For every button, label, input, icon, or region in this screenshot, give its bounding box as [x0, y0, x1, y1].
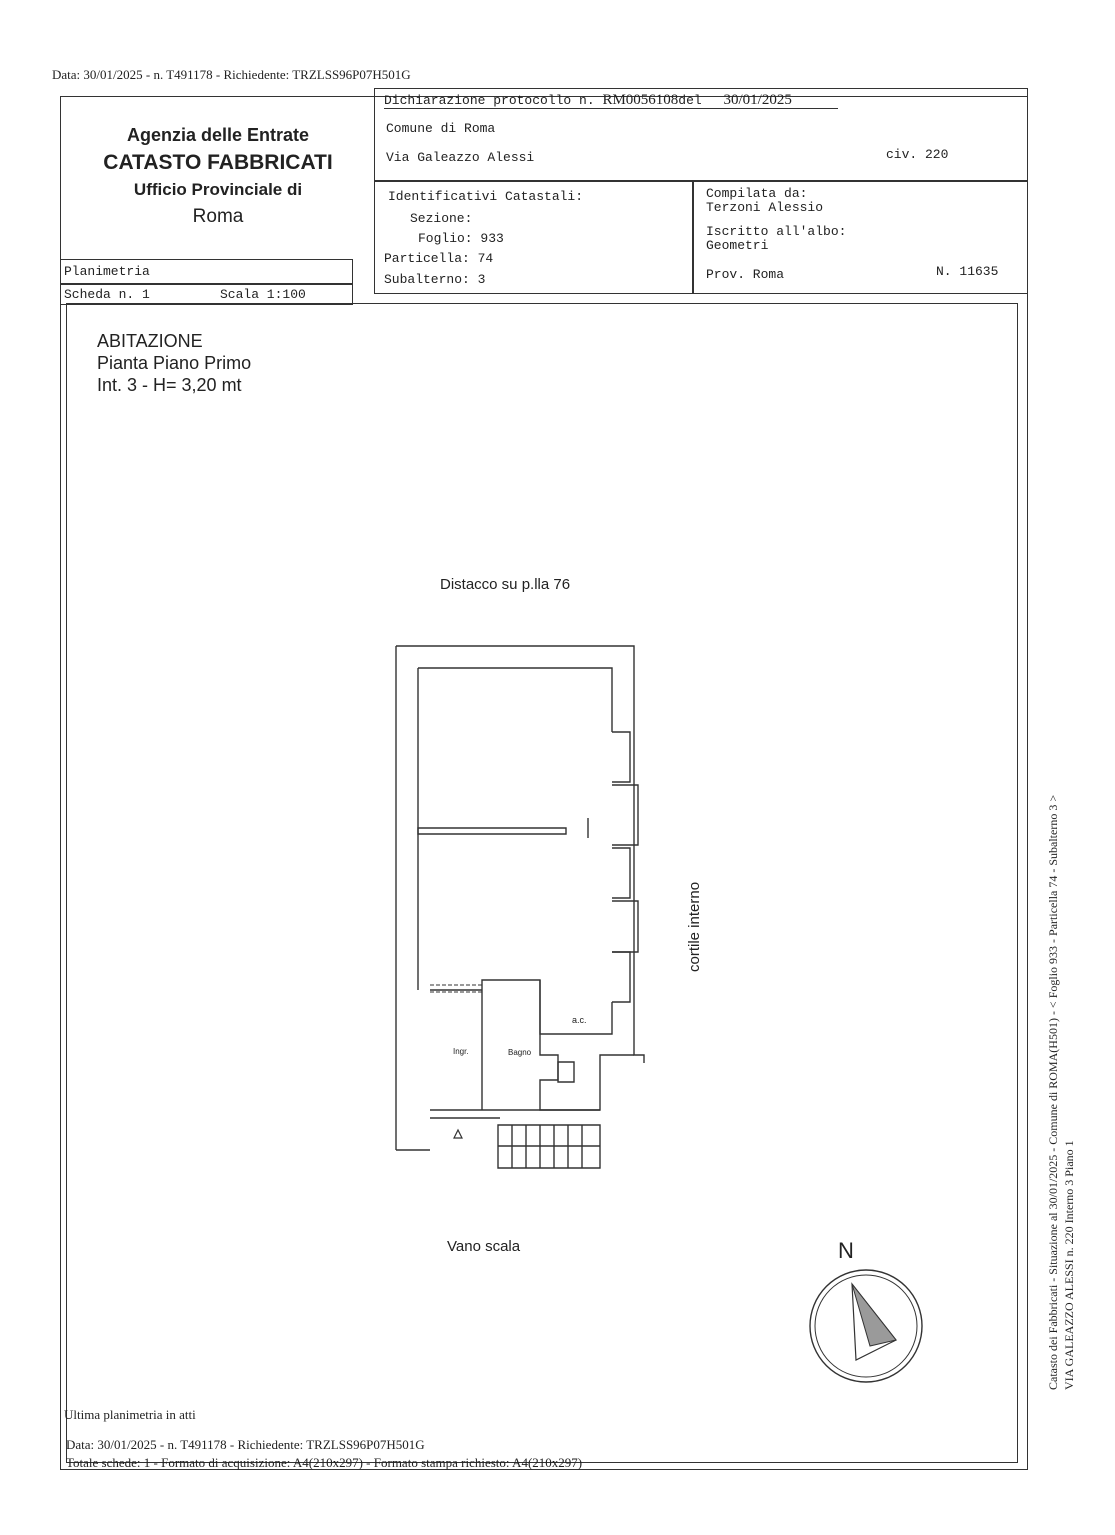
distacco-label: Distacco su p.lla 76: [440, 576, 571, 593]
compiler-name: Terzoni Alessio: [706, 200, 824, 215]
inner-wall-top: [418, 668, 612, 732]
agency-catasto: CATASTO FABBRICATI: [103, 151, 333, 174]
agency-name: Agenzia delle Entrate: [126, 125, 310, 145]
declaration-label: Dichiarazione protocollo n.: [384, 93, 595, 108]
albo-label: Iscritto all'albo:: [706, 224, 847, 239]
declaration-underline: [384, 108, 838, 109]
civic-number: civ. 220: [886, 147, 949, 162]
declaration-del: del: [678, 93, 702, 108]
side-text-address: VIA GALEAZZO ALESSI n. 220 Interno 3 Piano 1: [1062, 1140, 1076, 1390]
ac-label: a.c.: [572, 1015, 587, 1025]
floorplan-drawing: [390, 640, 650, 880]
ingr-label: Ingr.: [453, 1047, 469, 1056]
agency-office: Ufficio Provinciale di: [133, 180, 303, 199]
scala-label: Scala 1:100: [220, 287, 306, 302]
footer-totale-line: Totale schede: 1 - Formato di acquisizione: A4(210x297) - Formato stampa richiesto: A4(210x297): [66, 1455, 583, 1470]
plan-floor: Pianta Piano Primo: [97, 353, 252, 373]
side-text-catasto: Catasto dei Fabbricati - Situazione al 30/01/2025 - Comune di ROMA(H501) - < Foglio 933 - Particella 74 - Subalterno 3 >: [1046, 794, 1060, 1390]
scheda-label: Scheda n. 1: [64, 287, 150, 302]
sezione-label: Sezione:: [410, 211, 473, 226]
protocol-number: RM0056108: [602, 92, 679, 108]
window-bay-1: [612, 732, 630, 782]
agency-block: [68, 122, 368, 232]
comune-label: Comune di Roma: [386, 121, 496, 136]
register-number: N. 11635: [936, 264, 999, 279]
top-request-note: Data: 30/01/2025 - n. T491178 - Richiedente: TRZLSS96P07H501G: [52, 67, 411, 82]
room-partition: [418, 828, 566, 834]
street-label: Via Galeazzo Alessi: [386, 150, 535, 165]
province-label: Prov. Roma: [706, 267, 785, 282]
plan-interior-height: Int. 3 - H= 3,20 mt: [97, 375, 242, 395]
bagno-label: Bagno: [508, 1048, 532, 1057]
footer-data-line: Data: 30/01/2025 - n. T491178 - Richiedente: TRZLSS96P07H501G: [66, 1437, 425, 1452]
identifiers-heading: Identificativi Catastali:: [388, 189, 584, 204]
identifiers-divider: [692, 180, 694, 294]
particella-label: Particella: 74: [384, 251, 494, 266]
compiler-label: Compilata da:: [706, 186, 808, 201]
vano-scala-label: Vano scala: [447, 1238, 521, 1255]
cortile-label: cortile interno: [686, 881, 703, 972]
plan-type: ABITAZIONE: [97, 331, 203, 351]
planimetria-divider: [60, 283, 352, 285]
north-label: N: [838, 1238, 854, 1263]
compass-icon: [808, 1268, 924, 1384]
plan-header: [97, 330, 251, 396]
agency-city: Roma: [192, 206, 244, 227]
declaration-line: [384, 92, 792, 109]
subalterno-label: Subalterno: 3: [384, 272, 486, 287]
last-plan-note: Ultima planimetria in atti: [64, 1407, 196, 1422]
declaration-date: 30/01/2025: [723, 92, 792, 108]
planimetria-title: Planimetria: [64, 264, 150, 279]
foglio-label: Foglio: 933: [418, 231, 504, 246]
albo-value: Geometri: [706, 238, 769, 253]
